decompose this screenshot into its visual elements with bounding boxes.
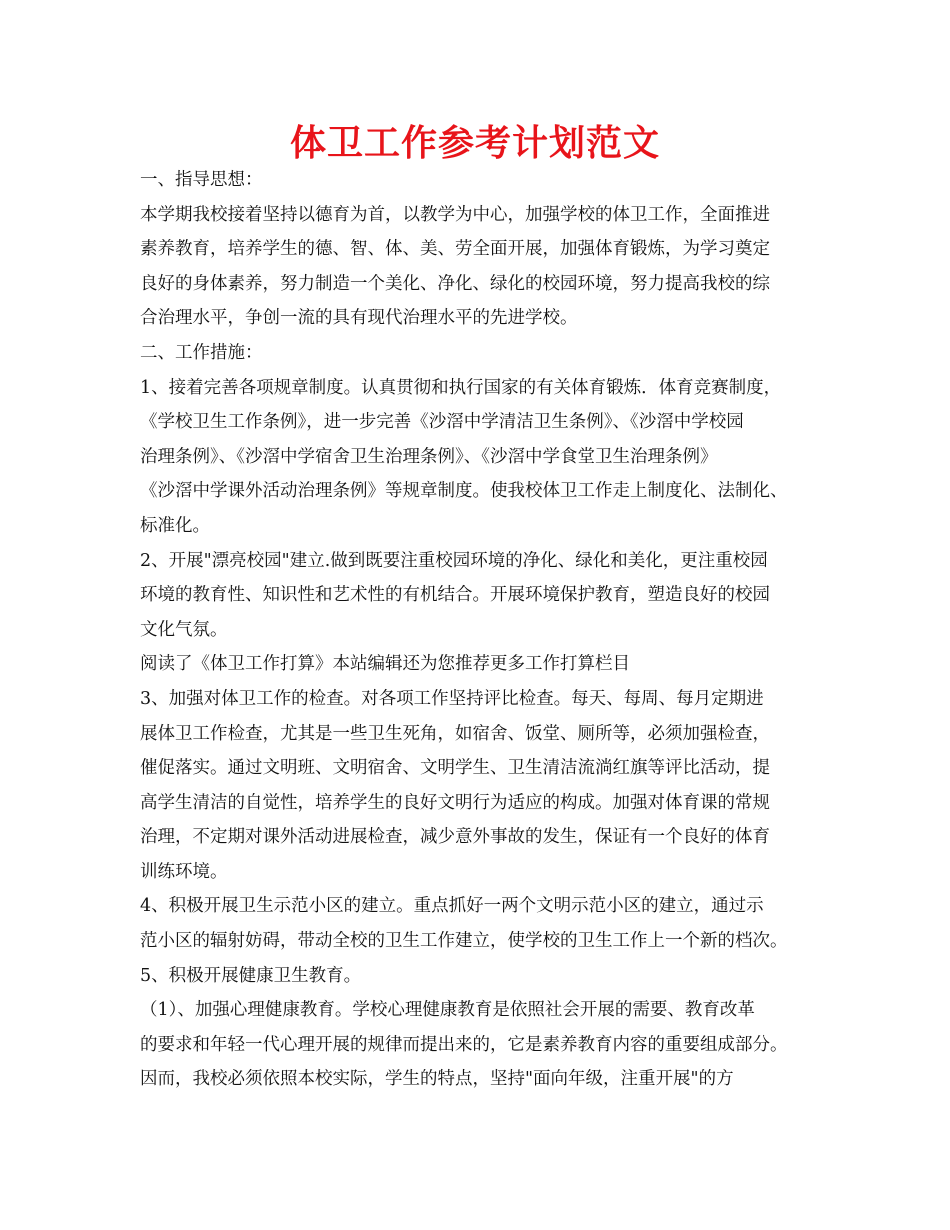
paragraph-line: 高学生清洁的自觉性，培养学生的良好文明行为适应的构成。加强对体育课的常规 (140, 792, 770, 813)
paragraph-line: 文化气氛。 (140, 619, 228, 640)
paragraph-line: 标准化。 (140, 515, 210, 536)
paragraph-line: 2、开展"漂亮校园"建立.做到既要注重校园环境的净化、绿化和美化，更注重校园 (140, 550, 768, 571)
paragraph-line: 1、接着完善各项规章制度。认真贯彻和执行国家的有关体育锻炼．体育竞赛制度， (140, 377, 782, 398)
paragraph-line: 3、加强对体卫工作的检查。对各项工作坚持评比检查。每天、每周、每月定期进 (140, 688, 764, 709)
paragraph-line: 本学期我校接着坚持以德育为首，以教学为中心，加强学校的体卫工作，全面推进 (140, 204, 770, 225)
paragraph-line: 5、积极开展健康卫生教育。 (140, 965, 362, 986)
paragraph-line: 一、指导思想： (140, 170, 263, 190)
paragraph-line: 《沙滘中学课外活动治理条例》等规章制度。使我校体卫工作走上制度化、法制化、 (140, 481, 788, 502)
paragraph-line: 催促落实。通过文明班、文明宿舍、文明学生、卫生清洁流淌红旗等评比活动，提 (140, 758, 770, 779)
paragraph-line: 素养教育，培养学生的德、智、体、美、劳全面开展，加强体育锻炼，为学习奠定 (140, 239, 770, 260)
paragraph-line: 因而，我校必须依照本校实际，学生的特点，坚持"面向年级，注重开展"的方 (140, 1069, 734, 1090)
paragraph-line: 的要求和年轻一代心理开展的规律而提出来的，它是素养教育内容的重要组成部分。 (140, 1034, 788, 1055)
paragraph-line: 治理，不定期对课外活动进展检查，减少意外事故的发生，保证有一个良好的体育 (140, 827, 770, 848)
paragraph-line: 环境的教育性、知识性和艺术性的有机结合。开展环境保护教育，塑造良好的校园 (140, 585, 770, 606)
document-title: 体卫工作参考计划范文 (289, 123, 660, 164)
paragraph-line: 《学校卫生工作条例》，进一步完善《沙滘中学清洁卫生条例》、《沙滘中学校园 (140, 412, 744, 433)
paragraph-line: 二、工作措施： (140, 342, 263, 363)
paragraph-line: 合治理水平，争创一流的具有现代治理水平的先进学校。 (140, 308, 578, 329)
document-body (140, 163, 830, 1097)
paragraph-line: （1）、加强心理健康教育。学校心理健康教育是依照社会开展的需要、教育改革 (140, 1000, 755, 1021)
paragraph-line: 训练环境。 (140, 861, 228, 882)
paragraph-line: 治理条例》、《沙滘中学宿舍卫生治理条例》、《沙滘中学食堂卫生治理条例》 (140, 446, 718, 467)
paragraph-line: 良好的身体素养，努力制造一个美化、净化、绿化的校园环境，努力提高我校的综 (140, 273, 770, 294)
paragraph-line: 4、积极开展卫生示范小区的建立。重点抓好一两个文明示范小区的建立，通过示 (140, 896, 764, 917)
paragraph-line: 范小区的辐射妨碍，带动全校的卫生工作建立，使学校的卫生工作上一个新的档次。 (140, 931, 788, 952)
paragraph-line: 展体卫工作检查，尤其是一些卫生死角，如宿舍、饭堂、厕所等，必须加强检查， (140, 723, 770, 744)
paragraph-line: 阅读了《体卫工作打算》本站编辑还为您推荐更多工作打算栏目 (140, 654, 630, 675)
